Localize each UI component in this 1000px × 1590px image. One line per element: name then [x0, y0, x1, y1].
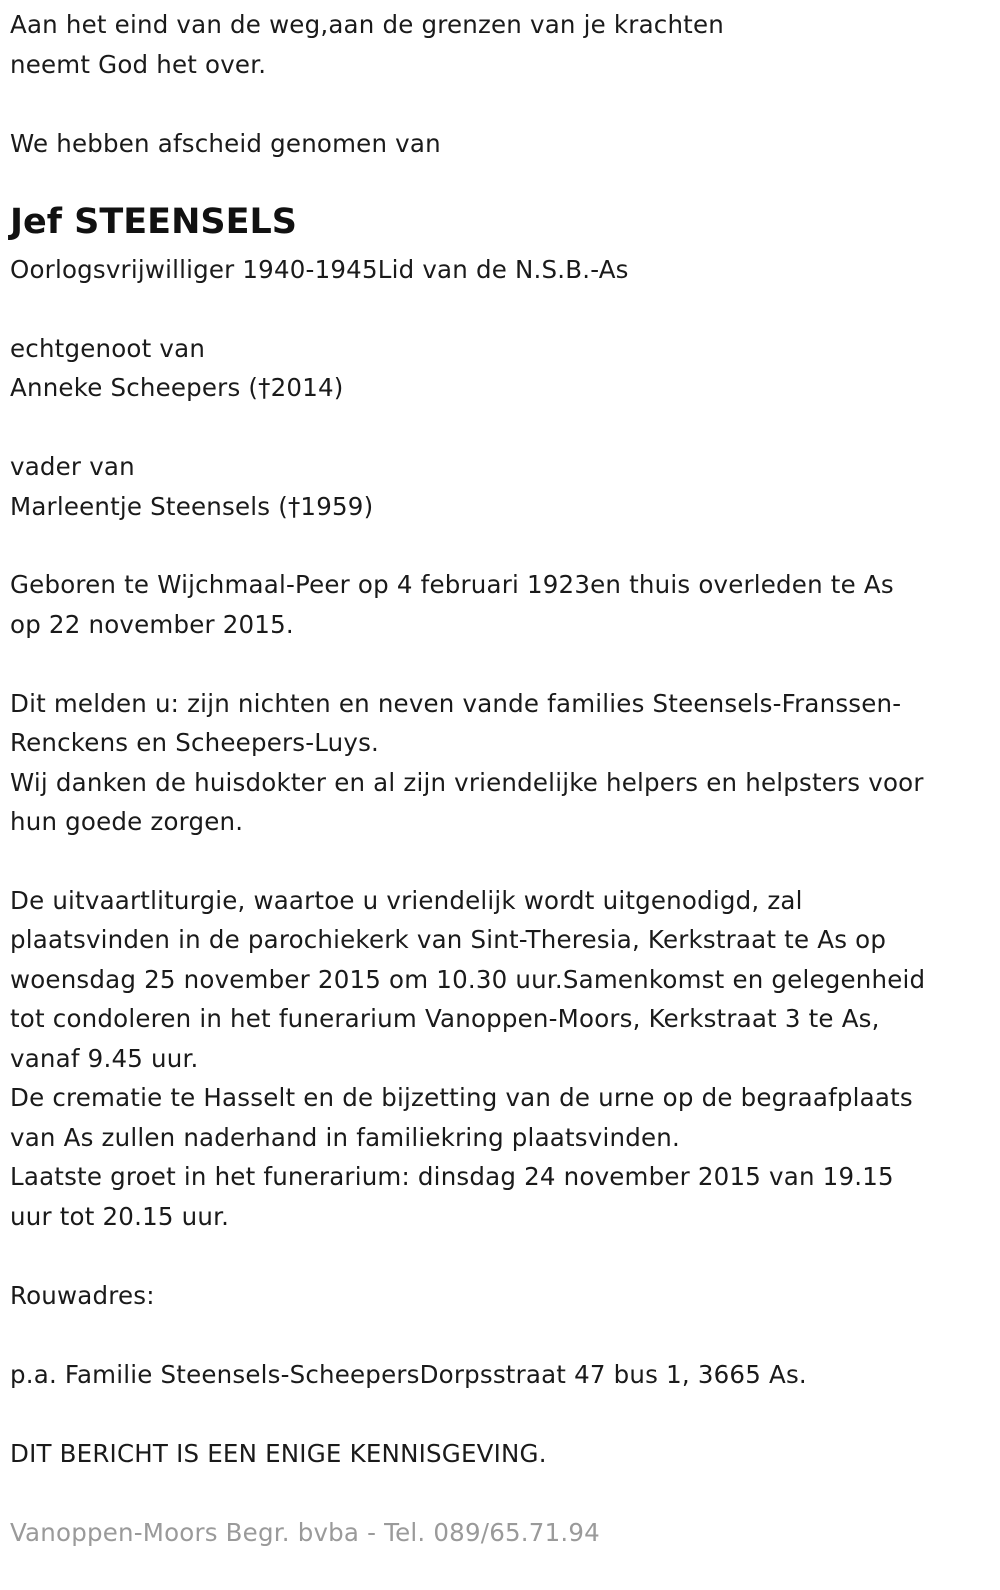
spouse-name: Anneke Scheepers (†2014) — [10, 373, 344, 402]
birth-death-line-2: op 22 november 2015. — [10, 610, 294, 639]
ceremony-line-1: De uitvaartliturgie, waartoe u vriendelijk wordt uitgenodigd, zal — [10, 886, 803, 915]
address-label: Rouwadres: — [10, 1281, 155, 1310]
birth-death-line-1: Geboren te Wijchmaal-Peer op 4 februari 1923en thuis overleden te As — [10, 570, 894, 599]
deceased-subtitle: Oorlogsvrijwilliger 1940-1945Lid van de N.S.B.-As — [10, 255, 629, 284]
spouse-label: echtgenoot van — [10, 334, 206, 363]
notice-text: DIT BERICHT IS EEN ENIGE KENNISGEVING. — [10, 1439, 547, 1468]
deceased-name: Jef STEENSELS — [10, 202, 297, 242]
announcement-line-2: Renckens en Scheepers-Luys. — [10, 728, 380, 757]
last-greeting-line-1: Laatste groet in het funerarium: dinsdag 24 november 2015 van 19.15 — [10, 1162, 894, 1191]
last-greeting-line-2: uur tot 20.15 uur. — [10, 1202, 230, 1231]
ceremony-line-5: vanaf 9.45 uur. — [10, 1044, 199, 1073]
ceremony-line-3: woensdag 25 november 2015 om 10.30 uur.Samenkomst en gelegenheid — [10, 965, 926, 994]
child-label: vader van — [10, 452, 135, 481]
farewell-text: We hebben afscheid genomen van — [10, 129, 441, 158]
ceremony-line-4: tot condoleren in het funerarium Vanoppen-Moors, Kerkstraat 3 te As, — [10, 1004, 880, 1033]
thanks-line-1: Wij danken de huisdokter en al zijn vriendelijke helpers en helpsters voor — [10, 768, 924, 797]
thanks-line-2: hun goede zorgen. — [10, 807, 244, 836]
cremation-line-1: De crematie te Hasselt en de bijzetting van de urne op de begraafplaats — [10, 1083, 913, 1112]
cremation-line-2: van As zullen naderhand in familiekring plaatsvinden. — [10, 1123, 680, 1152]
intro-line-1: Aan het eind van de weg,aan de grenzen van je krachten — [10, 10, 724, 39]
funeral-home-footer: Vanoppen-Moors Begr. bvba - Tel. 089/65.71.94 — [10, 1518, 600, 1547]
address-value: p.a. Familie Steensels-ScheepersDorpsstraat 47 bus 1, 3665 As. — [10, 1360, 807, 1389]
child-name: Marleentje Steensels (†1959) — [10, 492, 374, 521]
announcement-line-1: Dit melden u: zijn nichten en neven vande families Steensels-Franssen- — [10, 689, 902, 718]
intro-line-2: neemt God het over. — [10, 50, 267, 79]
ceremony-line-2: plaatsvinden in de parochiekerk van Sint-Theresia, Kerkstraat te As op — [10, 925, 887, 954]
